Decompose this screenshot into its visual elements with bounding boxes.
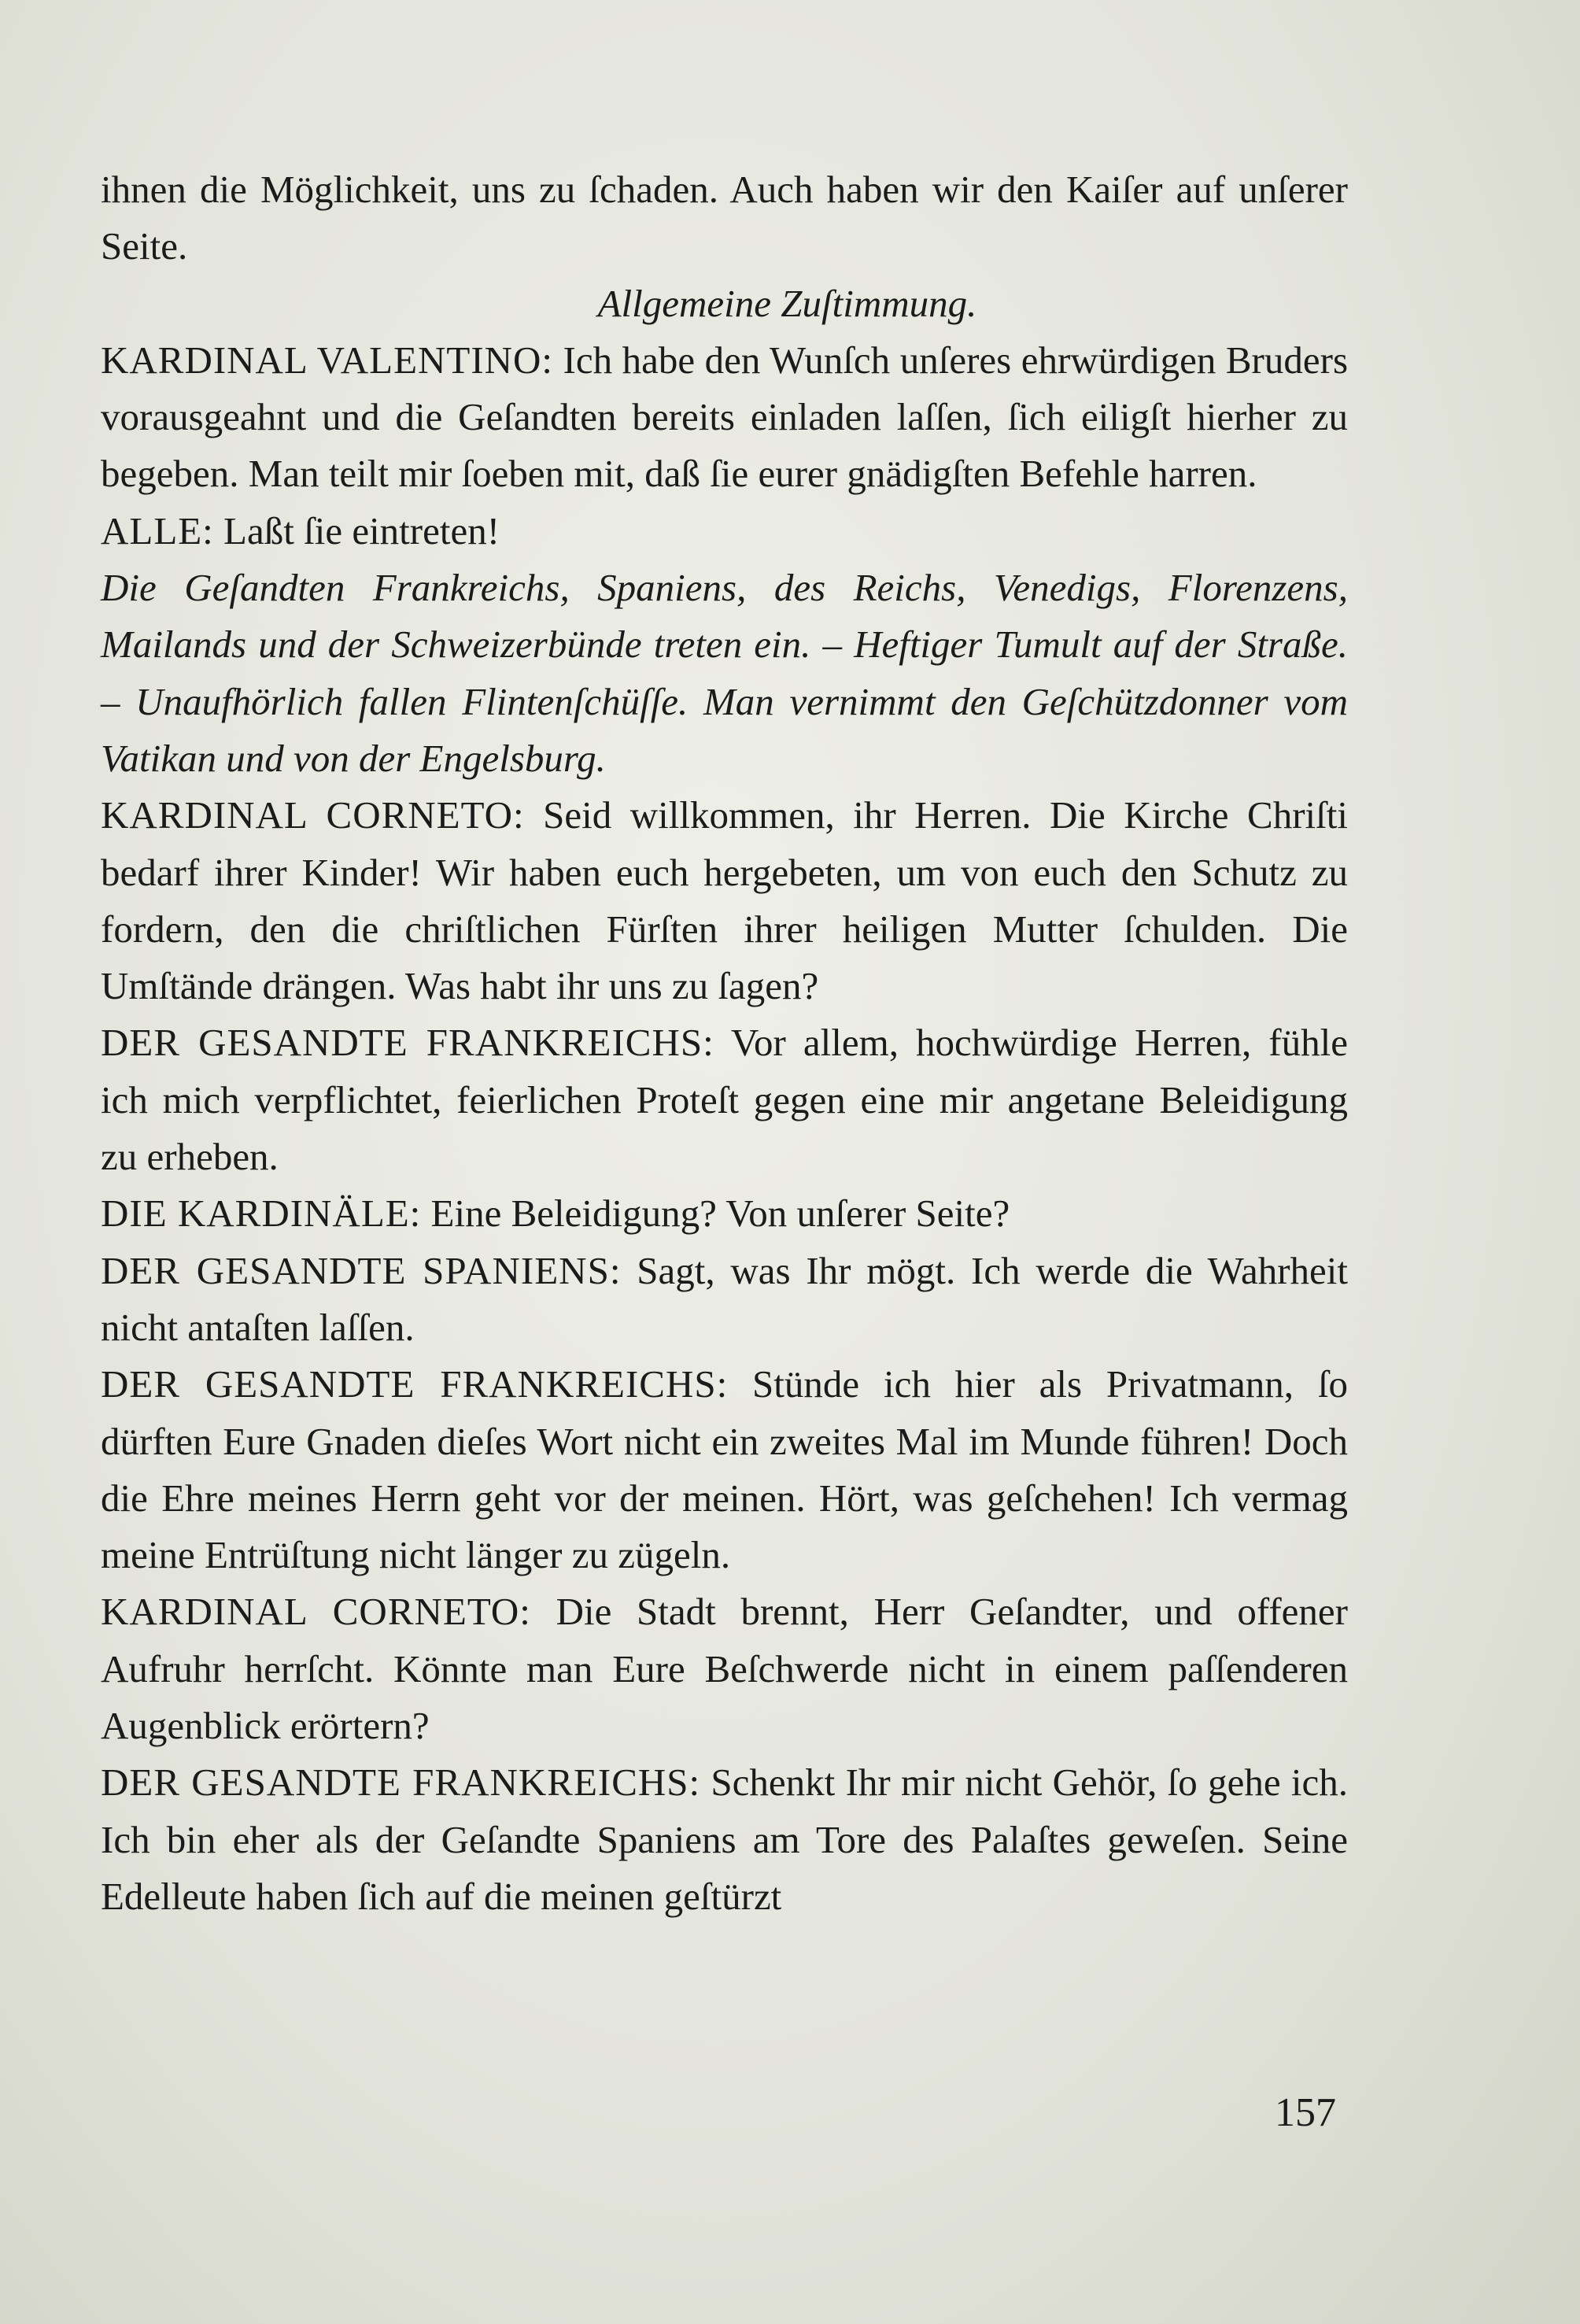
speaker-name: DER GESANDTE SPANIENS: [101, 1248, 622, 1292]
speech-paragraph [101, 1754, 1348, 1925]
speaker-name: KARDINAL CORNETO: [101, 1590, 531, 1634]
speech-text: Eine Beleidigung? Von unſerer Seite? [421, 1192, 1010, 1236]
speaker-name: KARDINAL VALENTINO: [101, 338, 554, 382]
speech-text: Die Stadt brennt, Herr Geſandter, und offener Aufruhr herrſcht. Könnte man Eure Beſchwerde nicht in einem paſſenderen Augenblick erörtern? [101, 1590, 1348, 1748]
speaker-name: ALLE: [101, 508, 214, 552]
speaker-name: DER GESANDTE FRANKREICHS: [101, 1021, 714, 1065]
speech-paragraph [101, 1185, 1348, 1242]
stage-direction: Die Geſandten Frankreichs, Spaniens, des Reichs, Venedigs, Florenzens, Mailands und der Schweizerbünde treten ein. – Heftiger Tumult auf der Straße. – Unaufhörlich fallen Flintenſchüſſe. Man vernimmt den Geſchützdonner vom Vatikan und von der Engelsburg. [101, 566, 1348, 780]
speech-text: Stünde ich hier als Privatmann, ſo dürften Eure Gnaden dieſes Wort nicht ein zweites Mal im Munde führen! Doch die Ehre meines Herrn geht vor der meinen. Hört, was geſchehen! Ich vermag meine Entrüſtung nicht länger zu zügeln. [101, 1362, 1348, 1577]
speaker-name: DER GESANDTE FRANKREICHS: [101, 1362, 729, 1406]
speech-paragraph [101, 787, 1348, 1014]
speech-paragraph [101, 1356, 1348, 1583]
stage-direction: Allgemeine Zuſtimmung. [597, 281, 977, 325]
body-text [101, 161, 1348, 1925]
speech-text: Laßt ſie eintreten! [213, 508, 500, 552]
speaker-name: DER GESANDTE FRANKREICHS: [101, 1761, 701, 1805]
speech-paragraph [101, 1243, 1348, 1357]
speech-text: Ich habe den Wunſch unſeres ehrwürdigen Bruders vorausgeahnt und die Geſandten bereits einladen laſſen, ſich eiligſt hierher zu begeben. Man teilt mir ſoeben mit, daß ſie eurer gnädigſten Befehle harren. [101, 338, 1349, 496]
speech-paragraph [101, 332, 1348, 503]
speech-paragraph [101, 1583, 1348, 1754]
speech-text: Seid willkommen, ihr Herren. Die Kirche Chriſti bedarf ihrer Kinder! Wir haben euch hergebeten, um von euch den Schutz zu fordern, den die chriſtlichen Fürſten ihrer heiligen Mutter ſchulden. Die Umſtände drängen. Was habt ihr uns zu ſagen? [101, 793, 1348, 1008]
text-paragraph: ihnen die Möglichkeit, uns zu ſchaden. Auch haben wir den Kaiſer auf unſerer Seite. [101, 168, 1348, 268]
speech-text: Schenkt Ihr mir nicht Gehör, ſo gehe ich. Ich bin eher als der Geſandte Spaniens am Tore des Palaſtes geweſen. Seine Edelleute haben ſich auf die meinen geſtürzt [101, 1761, 1348, 1918]
speech-paragraph [101, 503, 1348, 560]
speaker-name: DIE KARDINÄLE: [101, 1192, 422, 1236]
speaker-name: KARDINAL CORNETO: [101, 793, 525, 837]
speech-text: Vor allem, hochwürdige Herren, fühle ich mich verpflichtet, feierlichen Proteſt gegen eine mir angetane Beleidigung zu erheben. [101, 1021, 1348, 1179]
page-number: 157 [1275, 2090, 1336, 2135]
speech-paragraph [101, 1014, 1348, 1185]
speech-text: Sagt, was Ihr mögt. Ich werde die Wahrheit nicht antaſten laſſen. [101, 1248, 1348, 1349]
